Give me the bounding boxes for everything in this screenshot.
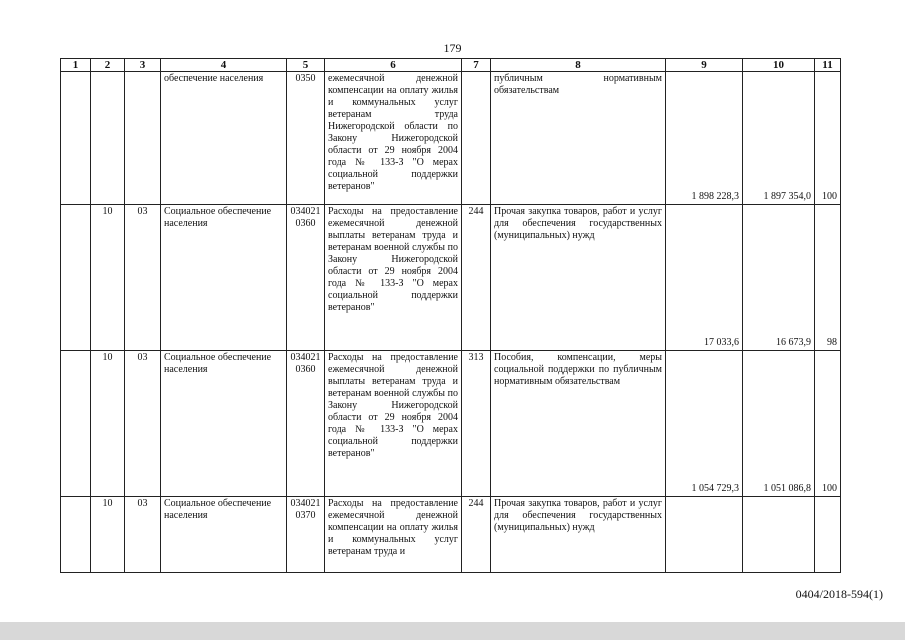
planned-amount: 1 054 729,3	[666, 351, 743, 497]
header-cell: 1	[61, 59, 91, 72]
col1-cell	[61, 351, 91, 497]
executed-amount: 1 897 354,0	[743, 72, 815, 205]
target-article-code: 034021 0370	[287, 497, 325, 573]
expense-type-name: Прочая закупка товаров, работ и услуг для обеспечения государственных (муниципальных) нужд	[491, 205, 666, 351]
scan-bottom-edge	[0, 622, 905, 640]
execution-percent: 98	[815, 205, 841, 351]
subsection-code: 03	[125, 205, 161, 351]
header-cell: 6	[325, 59, 462, 72]
subsection-name: Социальное обеспечение населения	[161, 351, 287, 497]
table-row	[61, 72, 841, 205]
header-cell: 10	[743, 59, 815, 72]
page-number: 179	[443, 41, 462, 55]
executed-amount: 16 673,9	[743, 205, 815, 351]
col1-cell	[61, 497, 91, 573]
table-row	[61, 205, 841, 351]
planned-amount: 17 033,6	[666, 205, 743, 351]
subsection-name: обеспечение населения	[161, 72, 287, 205]
section-code: 10	[91, 205, 125, 351]
subsection-code: 03	[125, 351, 161, 497]
executed-amount	[743, 497, 815, 573]
col1-cell	[61, 205, 91, 351]
expense-type-name: Пособия, компенсации, меры социальной поддержки по публичным нормативным обязательствам	[491, 351, 666, 497]
target-article-code: 034021 0360	[287, 205, 325, 351]
expense-type-code: 313	[462, 351, 491, 497]
expense-type-code	[462, 72, 491, 205]
section-code: 10	[91, 351, 125, 497]
expense-type-name: Прочая закупка товаров, работ и услуг для обеспечения государственных (муниципальных) нужд	[491, 497, 666, 573]
execution-percent	[815, 497, 841, 573]
section-code: 10	[91, 497, 125, 573]
table-row	[61, 497, 841, 573]
header-cell: 3	[125, 59, 161, 72]
table-row	[61, 351, 841, 497]
expense-description: Расходы на предоставление ежемесячной денежной выплаты ветеранам труда и ветеранам военной службы по Закону Нижегородской области от 29 ноября 2004 года № 133-З "О мерах социальной поддержки ветеранов"	[325, 351, 462, 497]
document-code: 0404/2018-594(1)	[795, 587, 883, 601]
subsection-code: 03	[125, 497, 161, 573]
expense-description: ежемесячной денежной компенсации на оплату жилья и коммунальных услуг ветеранам труда Нижегородской области по Закону Нижегородской области от 29 ноября 2004 года № 133-З "О мерах социальной поддержки ветеранов"	[325, 72, 462, 205]
expense-type-code: 244	[462, 497, 491, 573]
col1-cell	[61, 72, 91, 205]
execution-percent: 100	[815, 351, 841, 497]
subsection-code	[125, 72, 161, 205]
executed-amount: 1 051 086,8	[743, 351, 815, 497]
header-cell: 11	[815, 59, 841, 72]
budget-table	[60, 58, 841, 573]
expense-type-name: публичным нормативным обязательствам	[491, 72, 666, 205]
subsection-name: Социальное обеспечение населения	[161, 497, 287, 573]
target-article-code: 034021 0360	[287, 351, 325, 497]
section-code	[91, 72, 125, 205]
planned-amount	[666, 497, 743, 573]
header-row	[61, 59, 841, 72]
header-cell: 2	[91, 59, 125, 72]
expense-description: Расходы на предоставление ежемесячной денежной выплаты ветеранам труда и ветеранам военной службы по Закону Нижегородской области от 29 ноября 2004 года № 133-З "О мерах социальной поддержки ветеранов"	[325, 205, 462, 351]
expense-description: Расходы на предоставление ежемесячной денежной компенсации на оплату жилья и коммунальных услуг ветеранам труда и	[325, 497, 462, 573]
header-cell: 9	[666, 59, 743, 72]
header-cell: 7	[462, 59, 491, 72]
header-cell: 5	[287, 59, 325, 72]
target-article-code: 0350	[287, 72, 325, 205]
header-cell: 4	[161, 59, 287, 72]
execution-percent: 100	[815, 72, 841, 205]
header-cell: 8	[491, 59, 666, 72]
expense-type-code: 244	[462, 205, 491, 351]
planned-amount: 1 898 228,3	[666, 72, 743, 205]
subsection-name: Социальное обеспечение населения	[161, 205, 287, 351]
